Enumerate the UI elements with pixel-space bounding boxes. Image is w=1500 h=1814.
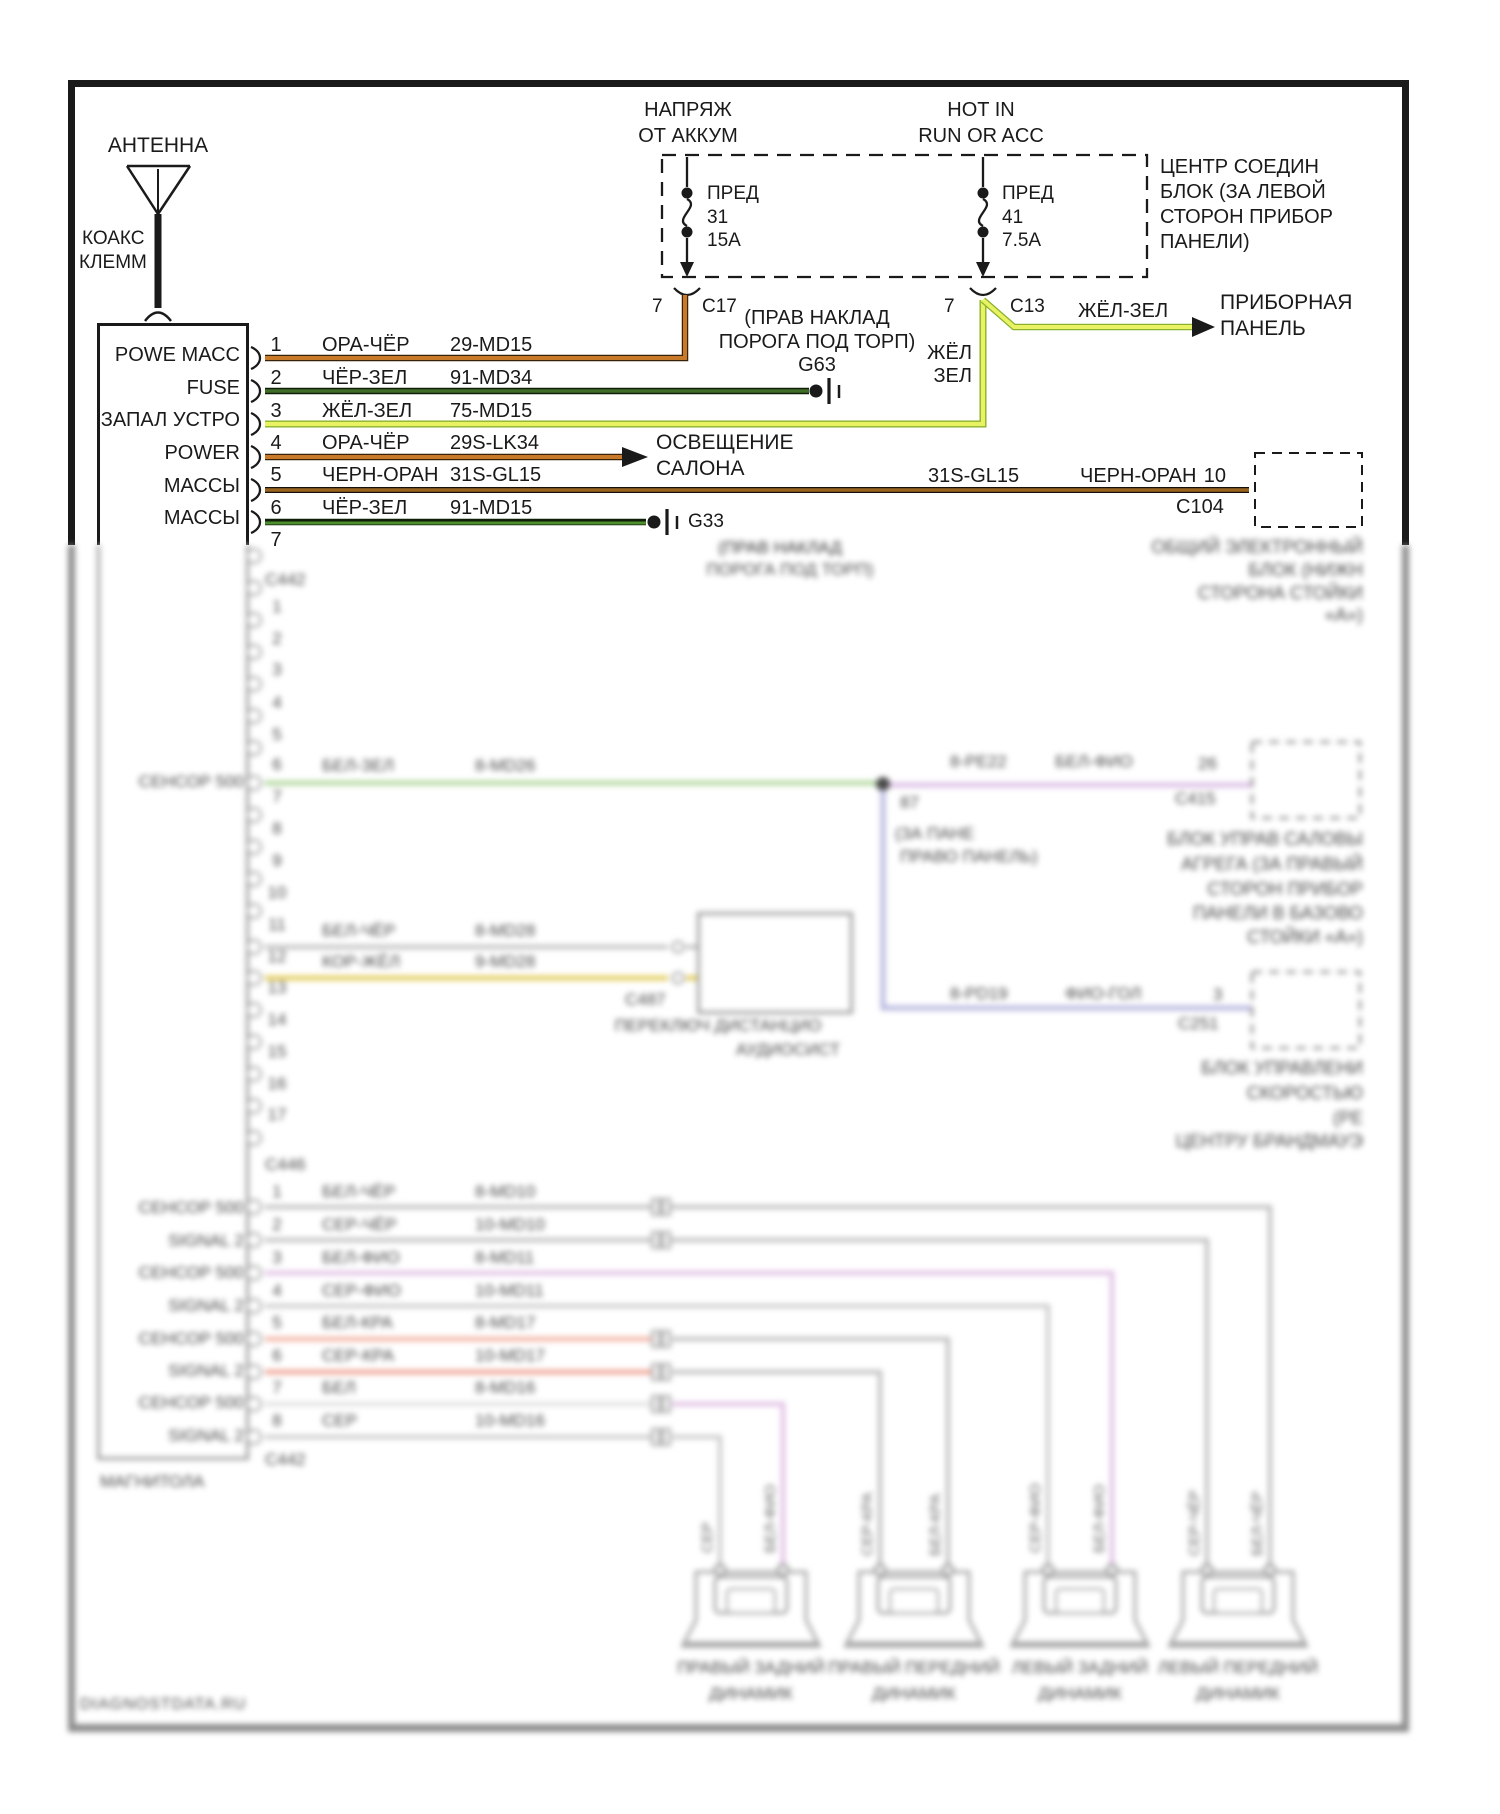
circuit-code: 9-MD28 [475,952,536,971]
speaker-wire-label: БЕЛ-ФИО [1091,1484,1108,1553]
speaker-1-icon [681,1565,821,1647]
c446-pin: 6 [272,1346,282,1365]
switch-caption2: АУДИОСИСТ [735,1040,841,1059]
watermark: DIAGNOSTDATA.RU [80,1696,247,1713]
fuse-right-title1: HOT IN [947,99,1015,121]
circuit-code: 10-MD16 [475,1411,545,1430]
remote-audio-switch-box [697,912,853,1014]
c442-pin: 14 [267,1010,287,1029]
cjb-note-line: ПАНЕЛИ) [1160,231,1250,253]
speaker-caption1: ЛЕВЫЙ ЗАДНИЙ [1011,1658,1149,1677]
speaker-wire-label: СЕР [699,1522,716,1553]
c446-row-label: СЕНСОР 500 [138,1393,244,1412]
fuse-left-title1: НАПРЯЖ [644,99,732,121]
speaker-wire-label: СЕР-ФИО [1027,1483,1044,1553]
circuit-code: 29S-LK34 [450,432,539,454]
c13-label: C13 [1010,296,1045,317]
c442-pin: 7 [272,787,282,806]
radio-row-label: POWE МАСС [114,344,240,366]
c415-code: 8-PE22 [950,752,1007,771]
c104-note-line: ОБЩИЙ ЭЛЕКТРОННЫЙ [1151,537,1363,557]
c13-pin: 7 [944,296,955,317]
c251-note-line: (РЕ [1332,1108,1363,1128]
speaker-wire-label: СЕР-ЧЁР [1186,1490,1203,1556]
c442-pin: 9 [272,851,282,870]
panel-dest1: ПРИБОРНАЯ [1220,291,1353,314]
c442-pin: 12 [267,947,287,966]
speaker-caption2: ДИНАМИК [709,1684,793,1703]
radio-row-label: POWER [164,442,240,464]
cjb-note-line: БЛОК (ЗА ЛЕВОЙ [1160,181,1326,203]
c104-note-line: «А») [1324,605,1363,625]
radio-row-label: ЗАПАЛ УСТРО [100,409,240,431]
c446-row-label: SIGNAL 2 [168,1231,244,1250]
g33-note1: (ПРАВ НАКЛАД [718,538,842,557]
junction-dot [876,777,890,791]
speaker-wire-label: БЕЛ-ФИО [762,1484,779,1553]
c17-label: C17 [702,296,737,317]
wire-color-label: БЕЛ-ЧЁР [322,921,396,940]
c487-label: C487 [625,990,666,1009]
speaker-caption1: ПРАВЫЙ ЗАДНИЙ [677,1658,825,1677]
c446-row-label: SIGNAL 2 [168,1361,244,1380]
wire-color-label: БЕЛ-ЗЕЛ [322,756,395,775]
c17-pin: 7 [652,296,663,317]
g63-note2: ПОРОГА ПОД ТОРП) [718,331,916,353]
junction-note1: (ЗА ПАНЕ [895,824,975,843]
c415-note-line: СТОЙКИ «А») [1247,927,1363,947]
c442-pin: 16 [267,1074,287,1093]
wire-color-label: ЧЁР-ЗЕЛ [322,497,408,519]
fuse-right-amp: 7.5А [1002,230,1042,251]
circuit-code: 10-MD11 [475,1281,544,1300]
radio-caption: МАГНИТОЛА [100,1472,205,1491]
c415-dashed-box [1252,742,1360,818]
c104-note-line: СТОРОНА СТОЙКИ [1197,583,1363,603]
c415-pin: 26 [1198,754,1217,773]
salon-dest2: САЛОНА [656,457,745,480]
wire-color-label: ЧЕРН-ОРАН [322,464,439,486]
fuse-left-amp: 15А [707,230,741,251]
antenna-label: АНТЕННА [107,134,209,157]
c442-pin: 4 [272,693,282,712]
c251-color: ФИО-ГОЛ [1065,984,1142,1003]
circuit-code: 8-MD17 [475,1313,536,1332]
speaker-4-icon [1168,1565,1308,1647]
c446-row-label: SIGNAL 2 [168,1296,244,1315]
c442-pin: 17 [267,1105,287,1124]
pin-number: 2 [270,367,282,389]
fuse-right-num: 41 [1002,207,1024,228]
circuit-code: 29-MD15 [450,334,533,356]
circuit-code: 10-MD10 [475,1215,545,1234]
junction-pin: 87 [900,793,919,812]
circuit-code: 75-MD15 [450,400,533,422]
c487-bump1 [673,942,684,953]
wire-color-label: ОРА-ЧЁР [322,334,410,356]
c415-note-line: БЛОК УПРАВ САЛОВЫ [1166,829,1363,849]
pin-number: 1 [270,334,282,356]
c251-pin: 3 [1213,985,1223,1004]
circuit-code: 10-MD17 [475,1346,545,1365]
speaker-caption2: ДИНАМИК [1038,1684,1122,1703]
wire-color-label: БЕЛ-КРА [322,1313,393,1332]
pin-number: 3 [270,400,282,422]
panel-wire-label: ЖЁЛ-ЗЕЛ [1078,300,1169,322]
c446-row-label: СЕНСОР 500 [138,1329,244,1348]
c442-pin: 2 [272,629,282,648]
c442-bottom-label: C442 [265,1450,306,1469]
c446-row-label: SIGNAL 2 [168,1426,244,1445]
coax-label-line1: КОАКС [82,228,145,249]
radio-row-label: МАССЫ [163,475,240,497]
c446-pin: 2 [272,1215,282,1234]
pin-number: 5 [270,464,282,486]
wire-color-label: БЕЛ-ФИО [322,1248,400,1267]
yelzel-line2: ЗЕЛ [933,365,972,387]
c442-pin: 11 [268,915,286,934]
wire-color-label: БЕЛ [322,1378,356,1397]
wire-color-label: КОР-ЖЁЛ [322,952,401,971]
speaker-wire-label: СЕР-КРА [859,1492,876,1556]
fuse-left-title2: ОТ АККУМ [638,125,738,147]
pin-number-7: 7 [270,529,282,551]
c446-pin: 7 [272,1378,282,1397]
wire-color-label: СЕР-ФИО [322,1281,401,1300]
c251-code: 8-PD19 [950,984,1008,1003]
radio-row-label: FUSE [186,377,240,399]
c251-note-line: СКОРОСТЬЮ [1246,1083,1363,1103]
circuit-code: 8-MD16 [475,1378,536,1397]
c104-pin: 10 [1203,465,1226,487]
c415-conn: C415 [1175,789,1216,808]
wire-color-label: ОРА-ЧЁР [322,432,410,454]
circuit-code: 8-MD28 [475,921,536,940]
fuse-right-title2: RUN OR ACC [918,125,1044,147]
c104-note-line: БЛОК (НИЖН [1248,560,1363,580]
speaker-caption2: ДИНАМИК [1196,1684,1280,1703]
c446-row-label: СЕНСОР 500 [138,1198,244,1217]
c442-pin: 1 [272,597,282,616]
g63-label: G63 [798,354,836,376]
sensor-label: СЕНСОР 500 [138,772,244,791]
c446-row-label: СЕНСОР 500 [138,1263,244,1282]
radio-row-label: МАССЫ [163,507,240,529]
speaker-wire-label: БЕЛ-ЧЁР [1249,1491,1266,1556]
c104-color: ЧЕРН-ОРАН [1080,465,1197,487]
yelzel-line1: ЖЁЛ [927,342,972,364]
c415-note-line: СТОРОН ПРИБОР [1207,879,1363,899]
fuse-right-name: ПРЕД [1002,183,1054,204]
circuit-code: 8-MD10 [475,1182,536,1201]
circuit-code: 91-MD34 [450,367,533,389]
pin-number: 4 [270,432,282,454]
speaker-wire-label: БЕЛ-КРА [927,1493,944,1556]
c446-pin: 3 [272,1248,282,1267]
junction-note2: ПРАВО ПАНЕЛЬ) [900,847,1038,866]
c442-pin: 15 [267,1042,287,1061]
c415-note-line: АГРЕГА (ЗА ПРАВЫЙ [1181,854,1363,874]
c415-color: БЕЛ-ФИО [1055,752,1133,771]
speaker-2-icon [844,1565,984,1647]
c442-pin: 5 [272,725,282,744]
c442-pin: 10 [267,883,287,902]
speaker-caption1: ПРАВЫЙ ПЕРЕДНИЙ [828,1658,1000,1677]
c251-note-line: БЛОК УПРАВЛЕНИ [1201,1058,1363,1078]
wire-color-label: СЕР-ЧЁР [322,1215,397,1234]
c442-top-label: C442 [265,570,306,589]
wire-color-label: ЧЁР-ЗЕЛ [322,367,408,389]
wire-color-label: СЕР [322,1411,357,1430]
speaker-3-icon [1010,1565,1150,1647]
c415-note-line: ПАНЕЛИ В БАЗОВО [1192,903,1363,923]
fuse-left-num: 31 [707,207,729,228]
circuit-code: 8-MD26 [475,756,536,775]
switch-caption1: ПЕРЕКЛЮЧ ДИСТАНЦИО [614,1016,822,1035]
coax-label-line2: КЛЕММ [79,252,147,273]
radio-pin-bumps [247,549,261,1444]
g33-note2: ПОРОГА ПОД ТОРП) [706,560,874,579]
speaker-caption2: ДИНАМИК [872,1684,956,1703]
c442-pin: 6 [272,755,282,774]
salon-dest1: ОСВЕЩЕНИЕ [656,431,794,454]
c446-pin: 4 [272,1281,282,1300]
c446-pin: 5 [272,1313,282,1332]
c104-code: 31S-GL15 [928,465,1020,487]
circuit-code: 31S-GL15 [450,464,542,486]
c442-pin: 3 [272,660,282,679]
c251-note-line: ЦЕНТРУ БРАНДМАУЭ [1175,1131,1363,1151]
panel-dest2: ПАНЕЛЬ [1220,317,1306,340]
cjb-note-line: СТОРОН ПРИБОР [1160,206,1333,228]
cjb-note-line: ЦЕНТР СОЕДИН [1160,156,1319,178]
inline-connectors [652,1199,670,1445]
c446-pin: 1 [272,1182,282,1201]
c104-conn: C104 [1176,496,1224,518]
wire-color-label: СЕР-КРА [322,1346,395,1365]
c442-pin: 8 [272,819,282,838]
pin-number: 6 [270,497,282,519]
c446-pin: 8 [272,1411,282,1430]
circuit-code: 91-MD15 [450,497,533,519]
speaker-caption1: ЛЕВЫЙ ПЕРЕДНИЙ [1157,1658,1319,1677]
wire-color-label: ЖЁЛ-ЗЕЛ [322,400,413,422]
circuit-code: 8-MD11 [475,1248,535,1267]
g63-note1: (ПРАВ НАКЛАД [744,307,890,329]
c487-bump2 [673,973,684,984]
c446-label: C446 [265,1155,306,1174]
g33-label: G33 [688,511,724,532]
fuse-left-name: ПРЕД [707,183,759,204]
c442-pin: 13 [267,978,287,997]
wire-color-label: БЕЛ-ЧЁР [322,1182,396,1201]
c251-conn: C251 [1178,1014,1219,1033]
c251-dashed-box [1252,972,1360,1048]
